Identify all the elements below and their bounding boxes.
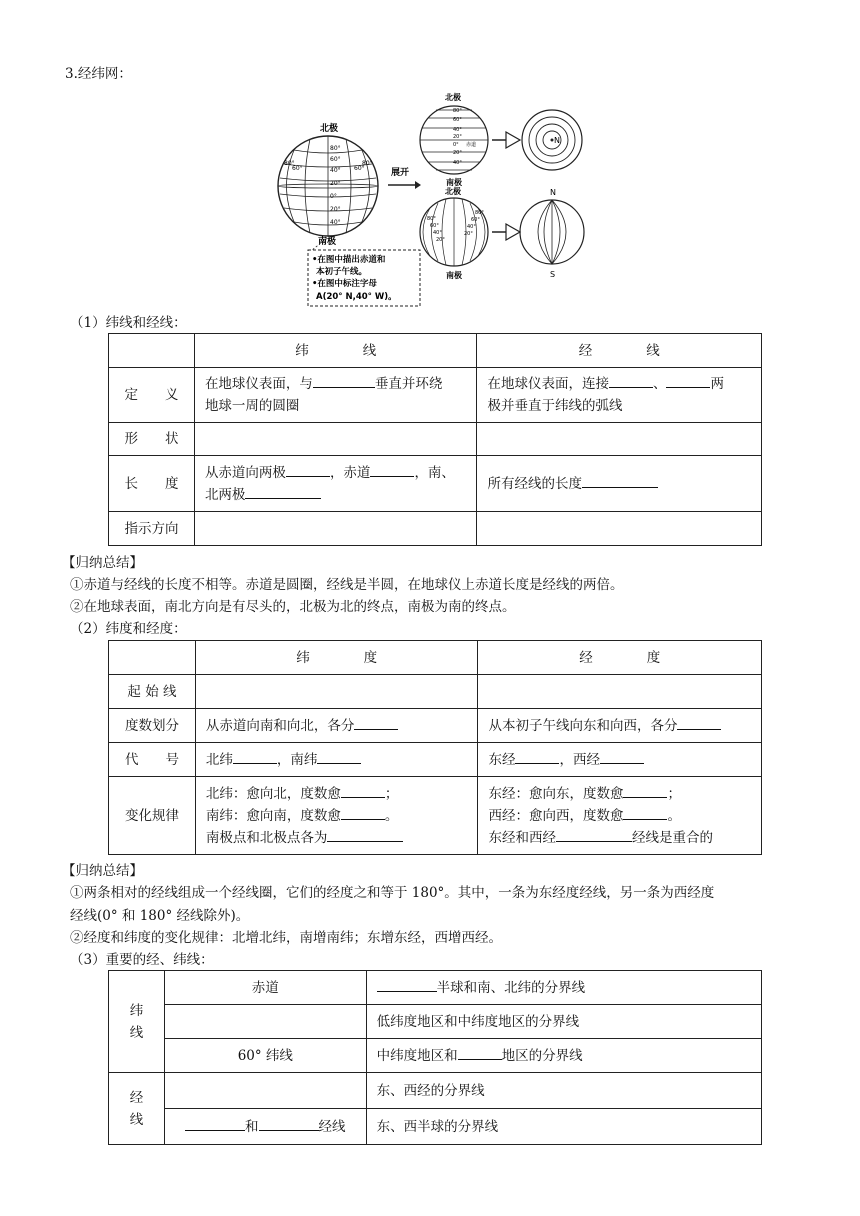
globe-south-label: 南极 xyxy=(318,237,337,247)
svg-text:80°: 80° xyxy=(427,216,436,222)
svg-text:60°: 60° xyxy=(330,156,341,163)
svg-text:40°: 40° xyxy=(330,167,341,174)
code-lon: 东经 ，西经 xyxy=(478,743,762,777)
line-desc: 半球和南、北纬的分界线 xyxy=(366,971,761,1005)
globe-north-label: 北极 xyxy=(320,124,339,134)
row-label: 长 度 xyxy=(109,456,195,512)
table-row xyxy=(109,368,762,423)
svg-text:60°: 60° xyxy=(354,165,365,172)
line-desc: 中纬度地区和 地区的分界线 xyxy=(366,1039,761,1073)
col-head-latitude: 纬 度 xyxy=(195,641,478,675)
table-row xyxy=(109,423,762,456)
table-row xyxy=(109,675,762,709)
expand-label: 展开 xyxy=(391,168,410,178)
table-row xyxy=(109,777,762,855)
polar-n-label: N xyxy=(554,136,560,145)
table2-caption: （2）纬度和经度： xyxy=(70,621,187,637)
row-label: 起 始 线 xyxy=(109,675,196,709)
blank[interactable] xyxy=(666,373,710,388)
group-latitude-lines: 纬 线 xyxy=(109,971,165,1073)
summary1-line1: ①赤道与经线的长度不相等。赤道是圆圈，经线是半圆，在地球仪上赤道长度是经线的两倍。 xyxy=(70,577,624,593)
blank[interactable] xyxy=(600,749,644,764)
svg-text:40°: 40° xyxy=(433,230,442,236)
instruction-1b: 本初子午线。 xyxy=(316,267,368,277)
summary1-line2: ②在地球表面，南北方向是有尽头的，北极为北的终点，南极为南的终点。 xyxy=(70,599,516,615)
blank[interactable] xyxy=(582,473,658,488)
meridian-view xyxy=(520,188,584,279)
svg-text:0°: 0° xyxy=(330,193,337,200)
rule-lon: 东经：愈向东，度数愈 ； 西经：愈向西，度数愈 。 东经和西经 经线是重合的 xyxy=(478,777,762,855)
svg-text:80°: 80° xyxy=(362,160,373,167)
svg-text:20°: 20° xyxy=(330,180,341,187)
blank[interactable] xyxy=(354,715,398,730)
division-lon: 从本初子午线向东和向西，各分 xyxy=(478,709,762,743)
blank[interactable] xyxy=(623,805,667,820)
table-degrees xyxy=(108,640,762,855)
section-title: 3.经纬网： xyxy=(65,66,132,82)
summary1-title: 【归纳总结】 xyxy=(62,555,143,571)
summary2-line2: 经线(0° 和 180° 经线除外)。 xyxy=(70,908,250,924)
polar-view xyxy=(522,110,582,170)
summary2-line1: ①两条相对的经线组成一个经线圈，它们的经度之和等于 180°。其中，一条为东经度经线，另一条为西经度 xyxy=(70,885,715,901)
top-north-label: 北极 xyxy=(445,93,461,102)
top-globe xyxy=(420,92,488,187)
direction-lon[interactable] xyxy=(477,512,762,546)
line-name: 60° 纬线 xyxy=(164,1039,366,1073)
svg-text:60°: 60° xyxy=(292,165,303,172)
blank[interactable] xyxy=(609,373,653,388)
table-row xyxy=(109,709,762,743)
table1-caption: （1）纬线和经线： xyxy=(70,315,187,331)
row-label: 定 义 xyxy=(109,368,195,423)
col-head-lat: 纬 线 xyxy=(194,334,477,368)
def-lat: 在地球仪表面，与 垂直并环绕 地球一周的圆圈 xyxy=(194,368,477,423)
row-label: 度数划分 xyxy=(109,709,196,743)
bottom-south-label: 南极 xyxy=(446,271,462,280)
blank[interactable] xyxy=(259,1116,319,1131)
svg-text:80°: 80° xyxy=(475,210,484,216)
col-head-lon: 经 线 xyxy=(477,334,762,368)
blank[interactable] xyxy=(370,462,414,477)
svg-text:0°: 0° xyxy=(453,142,459,148)
row-label: 指示方向 xyxy=(109,512,195,546)
table-row xyxy=(109,512,762,546)
shape-lat[interactable] xyxy=(194,423,477,456)
col-head-longitude: 经 度 xyxy=(478,641,762,675)
svg-text:40°: 40° xyxy=(453,160,462,166)
instruction-1a: •在图中描出赤道和 xyxy=(312,255,386,265)
bottom-north-label: 北极 xyxy=(445,187,461,196)
svg-text:20°: 20° xyxy=(436,237,445,243)
row-label: 变化规律 xyxy=(109,777,196,855)
top-equator-label: 赤道 xyxy=(466,142,477,148)
blank[interactable] xyxy=(185,1116,245,1131)
bottom-globe xyxy=(420,186,488,280)
rule-lat: 北纬：愈向北，度数愈 ； 南纬：愈向南，度数愈 。 南极点和北极点各为 xyxy=(195,777,478,855)
length-lat: 从赤道向两极 ，赤道 ，南、 北两极 xyxy=(194,456,477,512)
table-row xyxy=(109,456,762,512)
group-longitude-lines: 经 线 xyxy=(109,1073,165,1145)
graticule-figure xyxy=(270,86,610,310)
blank[interactable] xyxy=(327,827,403,842)
svg-text:40°: 40° xyxy=(330,219,341,226)
line-name: 赤道 xyxy=(164,971,366,1005)
row-label: 代 号 xyxy=(109,743,196,777)
instruction-2a: •在图中标注字母 xyxy=(312,279,377,289)
blank[interactable] xyxy=(317,749,361,764)
table-row xyxy=(109,743,762,777)
table-row xyxy=(109,971,762,1005)
start-lon[interactable] xyxy=(478,675,762,709)
summary2-line3: ②经度和纬度的变化规律：北增北纬，南增南纬；东增东经，西增西经。 xyxy=(70,930,502,946)
svg-text:60°: 60° xyxy=(453,117,462,123)
svg-text:20°: 20° xyxy=(330,206,341,213)
table3-caption: （3）重要的经、纬线： xyxy=(70,952,214,968)
table-important-lines xyxy=(108,970,762,1145)
blank[interactable] xyxy=(341,805,385,820)
table-row xyxy=(109,334,762,368)
table-row xyxy=(109,1039,762,1073)
table-row xyxy=(109,641,762,675)
svg-text:80°: 80° xyxy=(330,145,341,152)
svg-text:80°: 80° xyxy=(453,108,462,114)
start-lat[interactable] xyxy=(195,675,478,709)
length-lon: 所有经线的长度 xyxy=(477,456,762,512)
shape-lon[interactable] xyxy=(477,423,762,456)
blank[interactable] xyxy=(515,749,559,764)
side-n-label: N xyxy=(550,188,556,197)
main-globe xyxy=(278,122,378,247)
instruction-2b: A(20° N,40° W)。 xyxy=(316,292,397,302)
blank[interactable] xyxy=(458,1045,502,1060)
blank[interactable] xyxy=(341,783,385,798)
svg-text:20°: 20° xyxy=(453,134,462,140)
summary2-title: 【归纳总结】 xyxy=(62,863,143,879)
row-label: 形 状 xyxy=(109,423,195,456)
line-desc: 低纬度地区和中纬度地区的分界线 xyxy=(366,1005,761,1039)
blank[interactable] xyxy=(677,715,721,730)
blank[interactable] xyxy=(623,783,667,798)
line-name[interactable] xyxy=(164,1073,366,1109)
code-lat: 北纬 ，南纬 xyxy=(195,743,478,777)
svg-text:60°: 60° xyxy=(430,223,439,229)
top-south-label: 南极 xyxy=(446,178,462,187)
table-lines xyxy=(108,333,762,546)
svg-text:40°: 40° xyxy=(453,127,462,133)
blank[interactable] xyxy=(233,749,277,764)
division-lat: 从赤道向南和向北，各分 xyxy=(195,709,478,743)
svg-text:20°: 20° xyxy=(464,231,473,237)
svg-text:20°: 20° xyxy=(453,150,462,156)
line-desc: 东、西半球的分界线 xyxy=(366,1109,761,1145)
svg-text:40°: 40° xyxy=(467,224,476,230)
blank[interactable] xyxy=(313,373,375,388)
blank[interactable] xyxy=(286,462,330,477)
blank[interactable] xyxy=(556,827,632,842)
line-name[interactable] xyxy=(164,1005,366,1039)
direction-lat[interactable] xyxy=(194,512,477,546)
table-row xyxy=(109,1005,762,1039)
side-s-label: S xyxy=(550,270,556,279)
svg-text:60°: 60° xyxy=(471,217,480,223)
line-name: 和 经线 xyxy=(164,1109,366,1145)
svg-text:80°: 80° xyxy=(284,160,295,167)
blank[interactable] xyxy=(245,484,321,499)
table-row xyxy=(109,1109,762,1145)
line-desc: 东、西经的分界线 xyxy=(366,1073,761,1109)
def-lon: 在地球仪表面，连接 、 两 极并垂直于纬线的弧线 xyxy=(477,368,762,423)
blank[interactable] xyxy=(377,977,437,992)
table-row xyxy=(109,1073,762,1109)
